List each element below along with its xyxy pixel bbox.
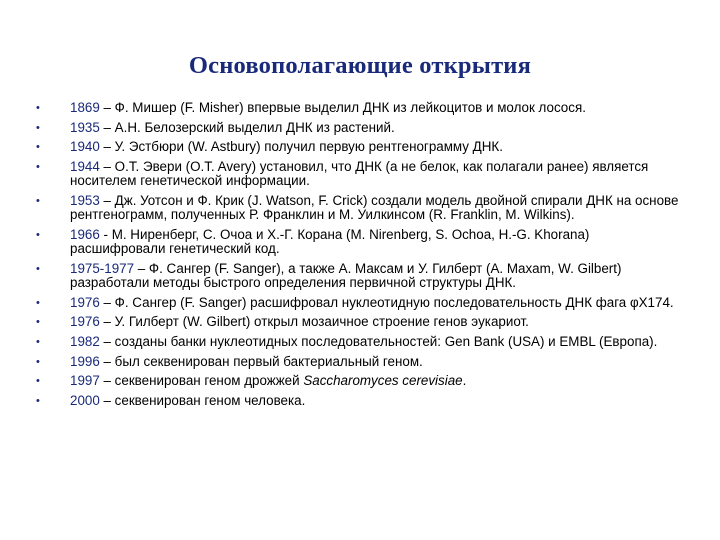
list-item bbox=[36, 121, 686, 135]
list-item bbox=[36, 374, 686, 388]
year: 1935 bbox=[70, 119, 100, 135]
year: 1869 bbox=[70, 100, 100, 115]
bullet-icon: • bbox=[36, 194, 40, 207]
list-item bbox=[36, 296, 686, 310]
list-item bbox=[36, 262, 686, 291]
item-text: – созданы банки нуклеотидных последовательностей: Gen Bank (USA) и EMBL (Европа). bbox=[99, 333, 658, 349]
year: 1997 bbox=[70, 373, 100, 389]
bullet-icon: • bbox=[36, 121, 40, 134]
year: 1940 bbox=[70, 139, 100, 155]
list-item bbox=[36, 335, 686, 349]
item-text: – Ф. Сангер (F. Sanger) расшифровал нуклеотидную последовательность ДНК фага φX174. bbox=[99, 294, 674, 310]
item-text: – У. Эстбюри (W. Astbury) получил первую рентгенограмму ДНК. bbox=[99, 139, 503, 155]
year: 1976 bbox=[70, 314, 100, 330]
list-item bbox=[36, 194, 686, 223]
year: 1982 bbox=[70, 333, 100, 349]
bullet-icon: • bbox=[36, 296, 40, 309]
item-text: – Дж. Уотсон и Ф. Крик (J. Watson, F. Crick) создали модель двойной спирали ДНК на основе рентгенограмм, полученных Р. Франклин и М. Уилкинсом (R. Franklin, M. Wilkins). bbox=[70, 192, 679, 223]
list-item bbox=[36, 101, 686, 115]
item-text: – А.Н. Белозерский выделил ДНК из растений. bbox=[99, 119, 395, 135]
item-text: – секвенирован геном человека. bbox=[99, 392, 306, 408]
bullet-icon: • bbox=[36, 375, 40, 388]
year: 1944 bbox=[70, 158, 100, 174]
bullet-icon: • bbox=[36, 141, 40, 154]
species-name: Saccharomyces cerevisiae bbox=[303, 373, 463, 389]
list-item bbox=[36, 355, 686, 369]
bullet-icon: • bbox=[36, 355, 40, 368]
list-item bbox=[36, 160, 686, 189]
item-tail: . bbox=[462, 373, 467, 389]
list-item bbox=[36, 315, 686, 329]
item-text: - М. Ниренберг, С. Очоа и Х.-Г. Корана (M. Nirenberg, S. Ochoa, H.-G. Khorana) расшифровали генетический код. bbox=[70, 226, 590, 257]
bullet-icon: • bbox=[36, 102, 40, 114]
bullet-icon: • bbox=[36, 228, 40, 241]
bullet-icon: • bbox=[36, 160, 40, 173]
list-item bbox=[36, 228, 686, 257]
bullet-icon: • bbox=[36, 394, 40, 407]
year: 1966 bbox=[70, 226, 100, 242]
item-text: – был секвенирован первый бактериальный геном. bbox=[99, 353, 423, 369]
bullet-icon: • bbox=[36, 335, 40, 348]
list-item bbox=[36, 140, 686, 154]
bullet-icon: • bbox=[36, 316, 40, 329]
year: 2000 bbox=[70, 392, 100, 408]
bullet-icon: • bbox=[36, 262, 40, 275]
year: 1953 bbox=[70, 192, 100, 208]
item-text: – Ф. Сангер (F. Sanger), а также А. Максам и У. Гилберт (A. Maxam, W. Gilbert) разработали методы быстрого определения первичной структуры ДНК. bbox=[70, 260, 622, 291]
list-item bbox=[36, 394, 686, 408]
item-text: – О.Т. Эвери (O.T. Avery) установил, что ДНК (а не белок, как полагали ранее) является носителем генетической информации. bbox=[70, 158, 649, 189]
item-text: – У. Гилберт (W. Gilbert) открыл мозаичное строение генов эукариот. bbox=[99, 314, 529, 330]
discoveries-list bbox=[36, 101, 686, 413]
item-text: – секвенирован геном дрожжей bbox=[99, 373, 304, 389]
year: 1976 bbox=[70, 294, 100, 310]
slide-title: Основополагающие открытия bbox=[188, 52, 532, 79]
year: 1975-1977 bbox=[70, 260, 135, 276]
item-text: – Ф. Мишер (F. Misher) впервые выделил ДНК из лейкоцитов и молок лосося. bbox=[99, 100, 586, 115]
year: 1996 bbox=[70, 353, 100, 369]
